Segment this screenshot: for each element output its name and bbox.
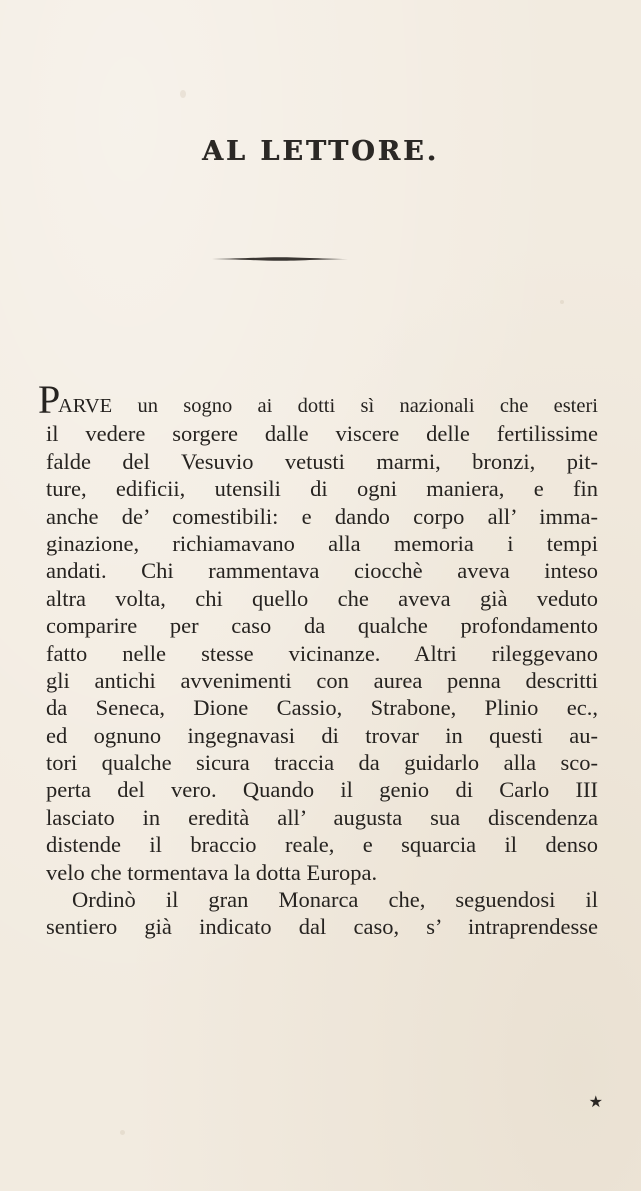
- text-line: comparire per caso da qualche profondamento: [46, 613, 598, 639]
- text-line: da Seneca, Dione Cassio, Strabone, Plinio ec.,: [46, 695, 598, 721]
- text-line: ginazione, richiamavano alla memoria i tempi: [46, 530, 598, 556]
- text-line: il vedere sorgere dalle viscere delle fertilissime: [46, 421, 598, 447]
- signature-mark: ★: [588, 1094, 603, 1111]
- text-line: [46, 393, 598, 420]
- text-line: gli antichi avvenimenti con aurea penna descritti: [46, 667, 598, 693]
- text-line: fatto nelle stesse vicinanze. Altri rileggevano: [46, 640, 598, 666]
- text-line: ed ognuno ingegnavasi di trovar in questi au-: [46, 722, 598, 748]
- text-line: anche de’ comestibili: e dando corpo all’ imma-: [46, 503, 598, 529]
- paper-stain: [180, 90, 186, 98]
- paper-stain: [560, 300, 564, 304]
- body-text: [46, 393, 598, 941]
- page-heading: AL LETTORE.: [201, 136, 440, 167]
- text-line: falde del Vesuvio vetusti marmi, bronzi, pit-: [46, 448, 598, 474]
- text-line: andati. Chi rammentava ciocchè aveva inteso: [46, 558, 598, 584]
- text-line: tori qualche sicura traccia da guidarlo alla sco-: [46, 750, 598, 776]
- first-line-text: ARVE un sogno ai dotti sì nazionali che esteri: [58, 395, 598, 417]
- paper-stain: [120, 1130, 125, 1135]
- ornament-rule: [212, 256, 348, 262]
- text-line: Ordinò il gran Monarca che, seguendosi il: [72, 887, 598, 913]
- text-line: ture, edificii, utensili di ogni maniera, e fin: [46, 476, 598, 502]
- text-line: distende il braccio reale, e squarcia il denso: [46, 832, 598, 858]
- text-line: lasciato in eredità all’ augusta sua discendenza: [46, 804, 598, 830]
- drop-capital: P: [38, 377, 61, 422]
- text-line: perta del vero. Quando il genio di Carlo III: [46, 777, 598, 803]
- text-line: altra volta, chi quello che aveva già veduto: [46, 585, 598, 611]
- text-line: sentiero già indicato dal caso, s’ intraprendesse: [46, 914, 598, 940]
- text-line: velo che tormentava la dotta Europa.: [46, 859, 378, 885]
